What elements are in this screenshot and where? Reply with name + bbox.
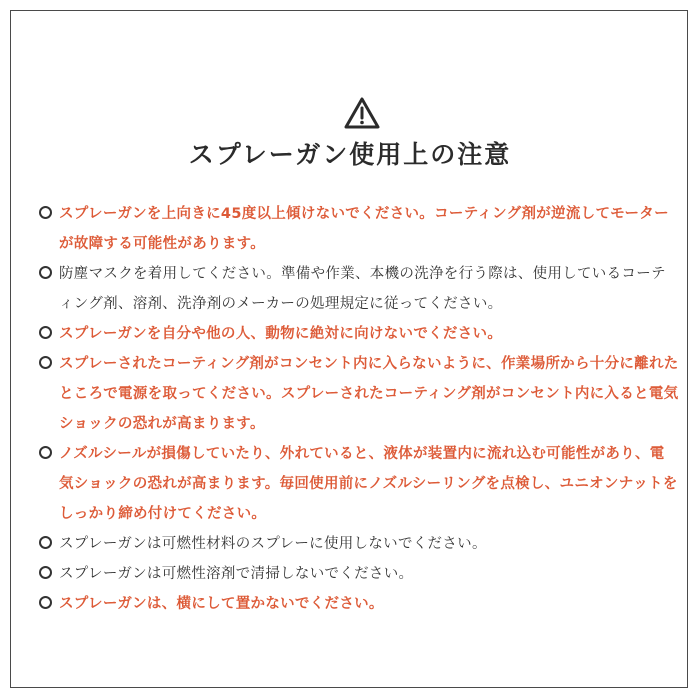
notice-item — [39, 559, 679, 589]
notice-list — [39, 199, 679, 619]
notice-item — [39, 199, 679, 259]
notice-text: スプレーガンは可燃性材料のスプレーに使用しないでください。 — [59, 536, 487, 552]
notice-item — [39, 589, 679, 619]
circle-bullet-icon — [39, 356, 52, 369]
notice-text: スプレーガンを上向きに45度以上傾けないでください。コーティング剤が逆流してモーターが故障する可能性があります。 — [59, 206, 669, 252]
circle-bullet-icon — [39, 446, 52, 459]
circle-bullet-icon — [39, 566, 52, 579]
notice-item — [39, 439, 679, 529]
circle-bullet-icon — [39, 206, 52, 219]
notice-text: スプレーガンを自分や他の人、動物に絶対に向けないでください。 — [59, 326, 503, 342]
circle-bullet-icon — [39, 596, 52, 609]
notice-text: スプレーガンは、横にして置かないでください。 — [59, 596, 384, 612]
circle-bullet-icon — [39, 326, 52, 339]
notice-item — [39, 259, 679, 319]
page-title: スプレーガン使用上の注意 — [188, 140, 512, 169]
notice-panel — [10, 10, 688, 688]
notice-item — [39, 319, 679, 349]
notice-text: スプレーされたコーティング剤がコンセント内に入らないように、作業場所から十分に離れたところで電源を取ってください。スプレーされたコーティング剤がコンセント内に入ると電気ショックの恐れが高まります。 — [59, 356, 679, 432]
notice-text: ノズルシールが損傷していたり、外れていると、液体が装置内に流れ込む可能性があり、電気ショックの恐れが高まります。毎回使用前にノズルシーリングを点検し、ユニオンナットをしっかり締め付けてください。 — [59, 446, 678, 522]
warning-icon — [344, 97, 380, 129]
circle-bullet-icon — [39, 536, 52, 549]
notice-text: 防塵マスクを着用してください。準備や作業、本機の洗浄を行う際は、使用しているコーティング剤、溶剤、洗浄剤のメーカーの処理規定に従ってください。 — [59, 266, 666, 312]
notice-item — [39, 529, 679, 559]
notice-text: スプレーガンは可燃性溶剤で清掃しないでください。 — [59, 566, 414, 582]
notice-item — [39, 349, 679, 439]
circle-bullet-icon — [39, 266, 52, 279]
